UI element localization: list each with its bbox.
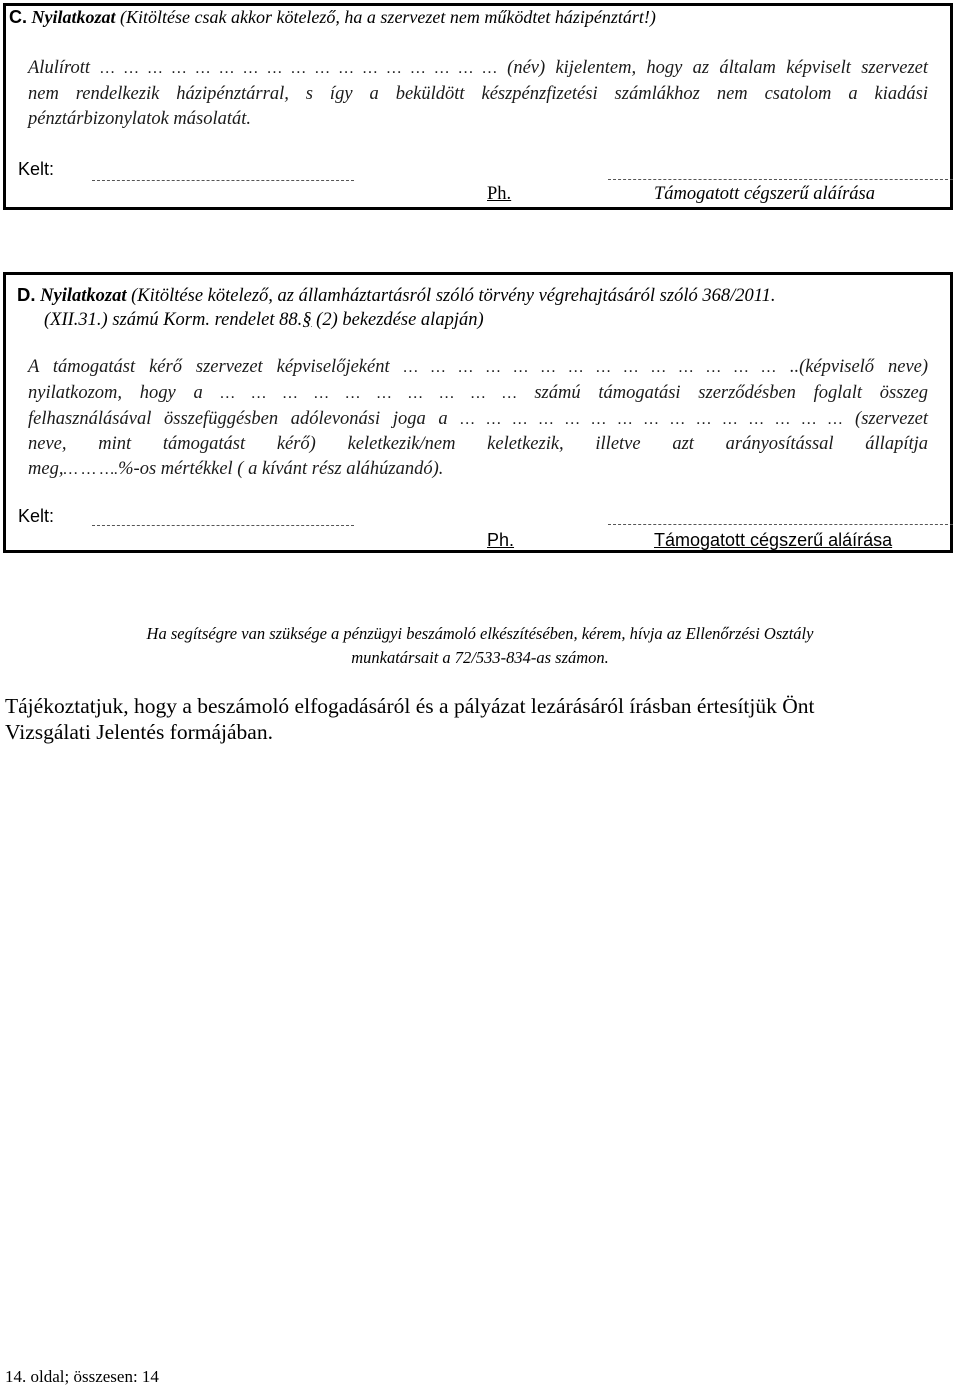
section-d-date-line bbox=[92, 525, 354, 526]
section-d-line-4: neve, mint támogatást kérő) keletkezik/nem keletkezik, illetve azt arányosítással állapítja bbox=[28, 434, 928, 454]
section-d-title-note-2a: (XII.31.) számú Korm. rendelet 88. bbox=[44, 310, 303, 330]
section-d-title-note-2 bbox=[44, 310, 484, 331]
section-c-date-label: Kelt: bbox=[18, 159, 55, 179]
info-line-2: Vizsgálati Jelentés formájában. bbox=[5, 720, 273, 744]
section-d-line1-dots: … … … … … … … … … … … … … … bbox=[403, 359, 776, 376]
section-d-line-3 bbox=[28, 409, 928, 430]
section-d-stamp-label: Ph. bbox=[487, 530, 515, 550]
section-d-signature-label: Támogatott cégszerű aláírása bbox=[654, 530, 893, 550]
section-d-date-label: Kelt: bbox=[18, 506, 55, 526]
section-d-line1-start: A támogatást kérő szervezet képviselőjeként bbox=[28, 357, 390, 377]
section-d-line3-end: (szervezet bbox=[855, 409, 928, 429]
section-c-signature-label: Támogatott cégszerű aláírása bbox=[654, 184, 875, 204]
section-d-signature-line bbox=[608, 524, 953, 525]
help-note-line-2: munkatársait a 72/533-834-as számon. bbox=[351, 648, 609, 667]
section-c-label: C. bbox=[9, 7, 27, 27]
section-d-heading bbox=[17, 284, 775, 307]
section-d-line5-start: meg, bbox=[28, 459, 64, 479]
section-d-title-note-2b: (2) bekezdése alapján) bbox=[316, 310, 484, 330]
section-c-signature-line bbox=[608, 179, 953, 180]
section-d-line3-dots: … … … … … … … … … … … … … … … bbox=[460, 411, 843, 428]
section-d-line5-end: %-os mértékkel ( a kívánt rész aláhúzandó). bbox=[118, 459, 444, 479]
section-d-line-1 bbox=[28, 357, 928, 378]
section-c-date-line bbox=[92, 180, 354, 181]
section-d-label: D. bbox=[17, 284, 36, 305]
section-c-heading bbox=[9, 7, 656, 28]
section-c-line-2: nem rendelkezik házipénztárral, s így a beküldött készpénzfizetési számlákhoz nem csatolom a kiadási bbox=[28, 84, 928, 104]
help-note-line-1: Ha segítségre van szüksége a pénzügyi beszámoló elkészítésében, kérem, hívja az Ellenőrzési Osztály bbox=[146, 624, 814, 643]
section-d-line-5 bbox=[28, 459, 443, 480]
section-d-title-note-1: (Kitöltése kötelező, az államháztartásról szóló törvény végrehajtásáról szóló 368/2011. bbox=[131, 286, 776, 306]
section-c-title: Nyilatkozat bbox=[31, 7, 116, 27]
section-sign-glyph: § bbox=[302, 310, 312, 330]
section-c-line1-end: (név) kijelentem, hogy az általam képviselt szervezet bbox=[507, 58, 929, 78]
section-d-line2-start: nyilatkozom, hogy a bbox=[28, 383, 203, 403]
section-c-line-3: pénztárbizonylatok másolatát. bbox=[28, 109, 252, 129]
section-d-line3-start: felhasználásával összefüggésben adólevonási joga a bbox=[28, 409, 448, 429]
name-dots: … … … … … … … … … … … … … … … … … bbox=[100, 60, 497, 77]
section-d-title: Nyilatkozat bbox=[40, 286, 127, 306]
section-d-line2-dots: … … … … … … … … … … bbox=[220, 385, 517, 402]
section-d-line-2 bbox=[28, 383, 928, 404]
page-footer: 14. oldal; összesen: 14 bbox=[5, 1367, 159, 1386]
section-c-line-1 bbox=[28, 58, 928, 79]
section-c-stamp-label: Ph. bbox=[487, 184, 512, 204]
section-c-line1-start: Alulírott bbox=[28, 58, 91, 78]
section-d-line5-dots: … … …. bbox=[63, 461, 119, 478]
section-c-title-note: (Kitöltése csak akkor kötelező, ha a szervezet nem működtet házipénztárt!) bbox=[120, 7, 656, 27]
section-d-line2-end: számú támogatási szerződésben foglalt összeg bbox=[534, 383, 929, 403]
section-d-line1-end: ..(képviselő neve) bbox=[789, 357, 929, 377]
info-line-1: Tájékoztatjuk, hogy a beszámoló elfogadásáról és a pályázat lezárásáról írásban értesítjük Önt bbox=[5, 694, 815, 718]
